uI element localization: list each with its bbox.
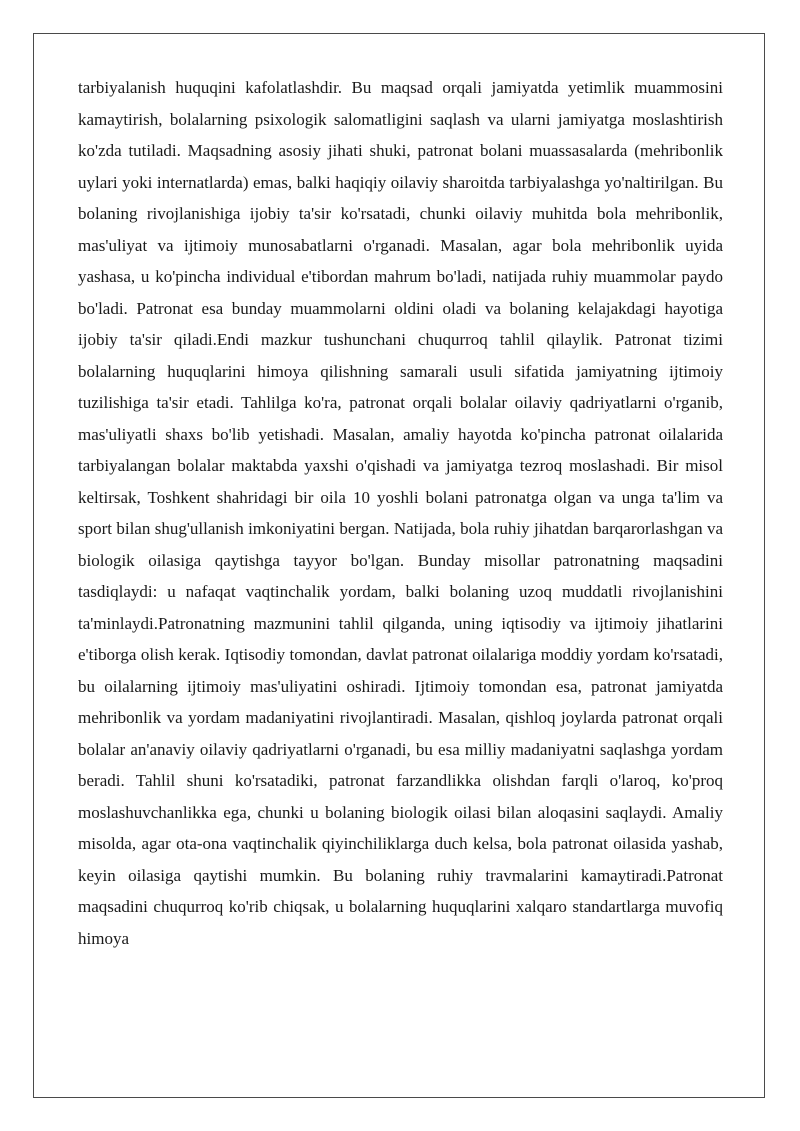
- body-paragraph: tarbiyalanish huquqini kafolatlashdir. Bu maqsad orqali jamiyatda yetimlik muammosini kamaytirish, bolalarning psixologik salomatligini saqlash va ularni jamiyatga moslashtirish ko'zda tutiladi. Maqsadning asosiy jihati shuki, patronat bolani muassasalarda (mehribonlik uylari yoki internatlarda) emas, balki haqiqiy oilaviy sharoitda tarbiyalashga yo'naltirilgan. Bu bolaning rivojlanishiga ijobiy ta'sir ko'rsatadi, chunki oilaviy muhitda bola mehribonlik, mas'uliyat va ijtimoiy munosabatlarni o'rganadi. Masalan, agar bola mehribonlik uyida yashasa, u ko'pincha individual e'tibordan mahrum bo'ladi, natijada ruhiy muammolar paydo bo'ladi. Patronat esa bunday muammolarni oldini oladi va bolaning kelajakdagi hayotiga ijobiy ta'sir qiladi.Endi mazkur tushunchani chuqurroq tahlil qilaylik. Patronat tizimi bolalarning huquqlarini himoya qilishning samarali usuli sifatida jamiyatning ijtimoiy tuzilishiga ta'sir etadi. Tahlilga ko'ra, patronat orqali bolalar oilaviy qadriyatlarni o'rganib, mas'uliyatli shaxs bo'lib yetishadi. Masalan, amaliy hayotda ko'pincha patronat oilalarida tarbiyalangan bolalar maktabda yaxshi o'qishadi va jamiyatga tezroq moslashadi. Bir misol keltirsak, Toshkent shahridagi bir oila 10 yoshli bolani patronatga olgan va unga ta'lim va sport bilan shug'ullanish imkoniyatini bergan. Natijada, bola ruhiy jihatdan barqarorlashgan va biologik oilasiga qaytishga tayyor bo'lgan. Bunday misollar patronatning maqsadini tasdiqlaydi: u nafaqat vaqtinchalik yordam, balki bolaning uzoq muddatli rivojlanishini ta'minlaydi.Patronatning mazmunini tahlil qilganda, uning iqtisodiy va ijtimoiy jihatlarini e'tiborga olish kerak. Iqtisodiy tomondan, davlat patronat oilalariga moddiy yordam ko'rsatadi, bu oilalarning ijtimoiy mas'uliyatini oshiradi. Ijtimoiy tomondan esa, patronat jamiyatda mehribonlik va yordam madaniyatini rivojlantiradi. Masalan, qishloq joylarda patronat orqali bolalar an'anaviy oilaviy qadriyatlarni o'rganadi, bu esa milliy madaniyatni saqlashga yordam beradi. Tahlil shuni ko'rsatadiki, patronat farzandlikka olishdan farqli o'laroq, ko'proq moslashuvchanlikka ega, chunki u bolaning biologik oilasi bilan aloqasini saqlaydi. Amaliy misolda, agar ota-ona vaqtinchalik qiyinchiliklarga duch kelsa, bola patronat oilasida yashab, keyin oilasiga qaytishi mumkin. Bu bolaning ruhiy travmalarini kamaytiradi.Patronat maqsadini chuqurroq ko'rib chiqsak, u bolalarning huquqlarini xalqaro standartlarga muvofiq himoya: [78, 78, 723, 948]
